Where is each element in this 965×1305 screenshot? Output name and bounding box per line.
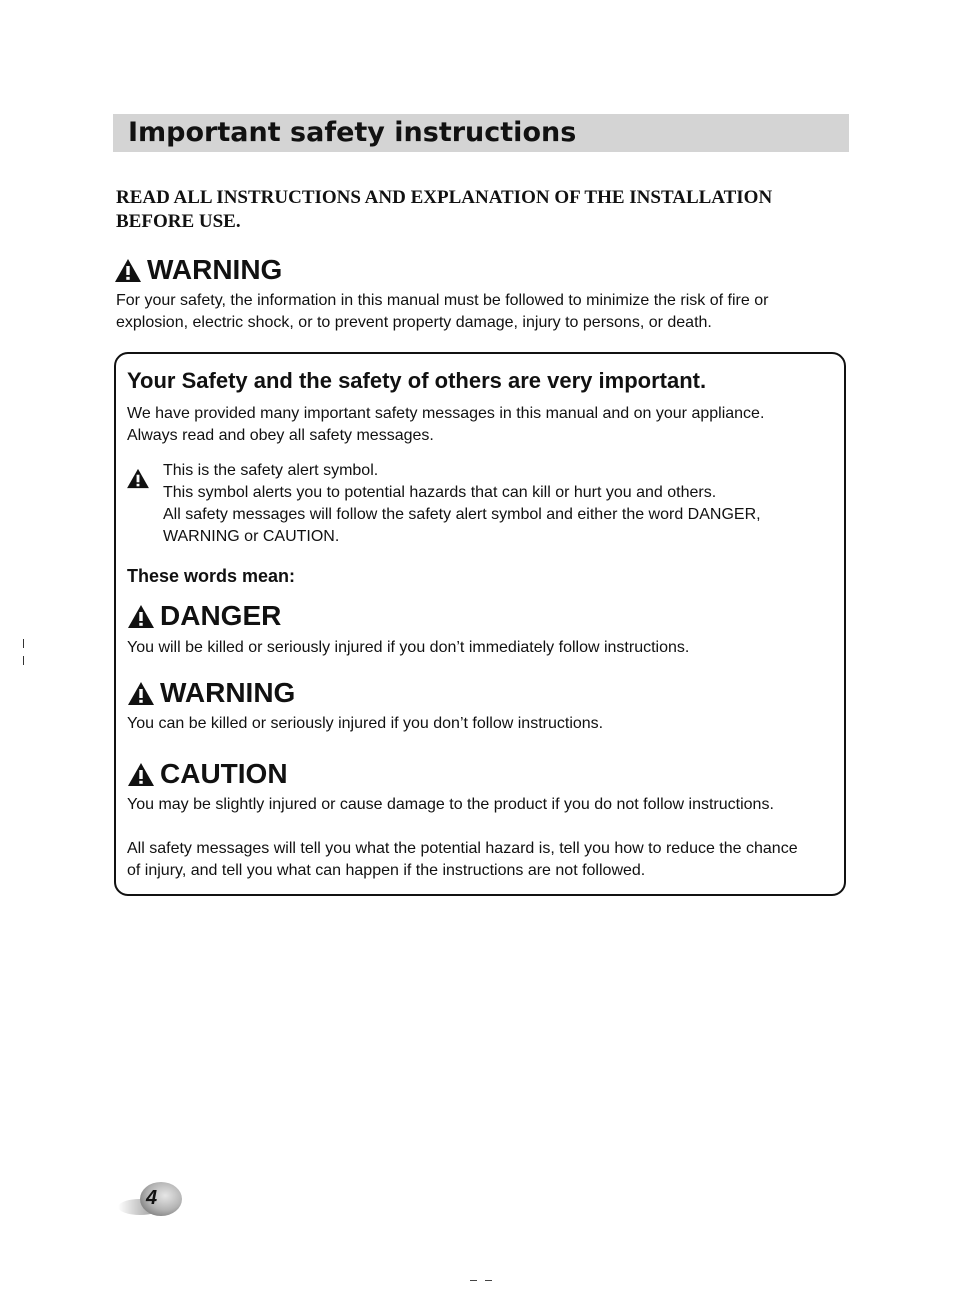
panel-intro-line-1: We have provided many important safety messages in this manual and on your appliance. xyxy=(127,405,765,422)
panel-intro-line-2: Always read and obey all safety messages. xyxy=(127,427,434,444)
safety-alert-symbol-icon xyxy=(126,468,150,489)
danger-triangle-icon xyxy=(127,604,155,629)
panel-title: Your Safety and the safety of others are very important. xyxy=(127,368,707,393)
alert-line-3: All safety messages will follow the safety alert symbol and either the word DANGER, xyxy=(163,506,761,523)
caution-text: You may be slightly injured or cause damage to the product if you do not follow instructions. xyxy=(127,796,774,813)
danger-heading xyxy=(127,600,281,632)
top-warning-label: WARNING xyxy=(147,254,283,285)
alert-line-4: WARNING or CAUTION. xyxy=(163,528,340,545)
top-warning-line-2: explosion, electric shock, or to prevent property damage, injury to persons, or death. xyxy=(116,314,712,331)
page-number: 4 xyxy=(146,1187,158,1209)
alert-line-1: This is the safety alert symbol. xyxy=(163,462,379,479)
alert-triangle-icon xyxy=(114,258,142,283)
alert-symbol-explanation xyxy=(163,460,761,548)
closing-line-1: All safety messages will tell you what the potential hazard is, tell you how to reduce the chance xyxy=(127,840,798,857)
read-all-line-1: READ ALL INSTRUCTIONS AND EXPLANATION OF THE INSTALLATION xyxy=(116,187,773,208)
page-title: Important safety instructions xyxy=(128,117,577,148)
panel-intro xyxy=(127,403,764,447)
bottom-dash-mark xyxy=(470,1280,477,1281)
caution-triangle-icon xyxy=(127,762,155,787)
margin-tick-mark xyxy=(23,656,24,665)
top-warning-heading xyxy=(114,254,282,286)
danger-label: DANGER xyxy=(160,600,282,631)
caution-label: CAUTION xyxy=(160,758,288,789)
margin-tick-mark xyxy=(23,639,24,648)
closing-line-2: of injury, and tell you what can happen if the instructions are not followed. xyxy=(127,862,646,879)
danger-text: You will be killed or seriously injured if you don’t immediately follow instructions. xyxy=(127,639,690,656)
warning-heading xyxy=(127,677,295,709)
closing-text xyxy=(127,838,798,882)
read-all-notice xyxy=(116,186,836,234)
top-warning-text xyxy=(116,290,768,334)
read-all-line-2: BEFORE USE. xyxy=(116,211,241,232)
warning-label: WARNING xyxy=(160,677,296,708)
warning-triangle-icon xyxy=(127,681,155,706)
caution-heading xyxy=(127,758,288,790)
warning-text: You can be killed or seriously injured if you don’t follow instructions. xyxy=(127,715,604,732)
words-mean-heading: These words mean: xyxy=(127,566,296,586)
top-warning-line-1: For your safety, the information in this manual must be followed to minimize the risk of fire or xyxy=(116,292,769,309)
bottom-dash-mark xyxy=(485,1280,492,1281)
alert-line-2: This symbol alerts you to potential hazards that can kill or hurt you and others. xyxy=(163,484,717,501)
